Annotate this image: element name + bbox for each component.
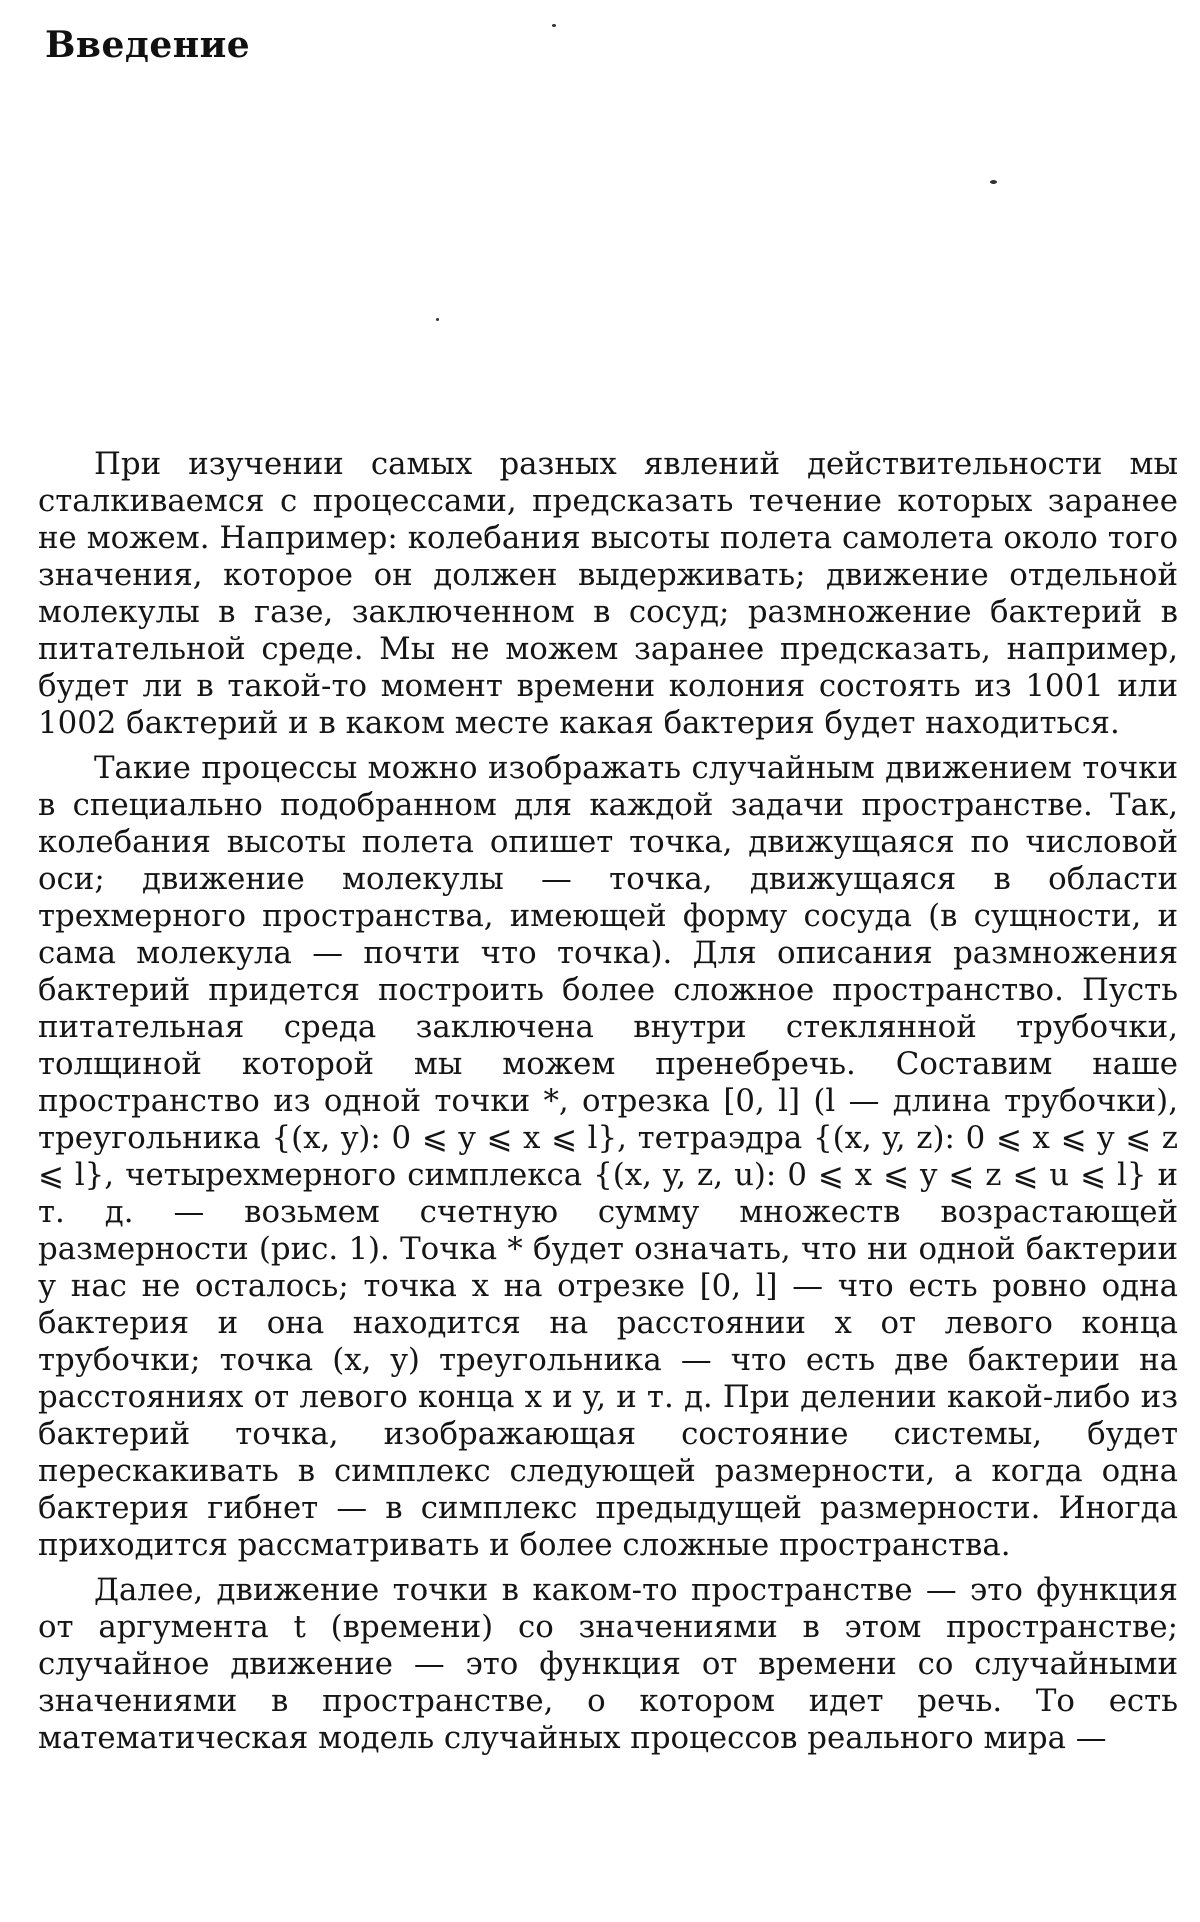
paragraph-3: Далее, движение точки в каком-то пространстве — это функция от аргумента t (времени) со значениями в этом пространстве; случайное движение — это функция от времени со случайными значениями в пространстве, о котором идет речь. То есть математическая модель случайных процессов реального мира — — [38, 1572, 1178, 1756]
print-speck — [990, 180, 997, 184]
paragraph-2: Такие процессы можно изображать случайным движением точки в специально подобранном для каждой задачи пространстве. Так, колебания высоты полета опишет точка, движущаяся по числовой оси; движение молекулы — точка, движущаяся в области трехмерного пространства, имеющей форму сосуда (в сущности, и сама молекула — почти что точка). Для описания размножения бактерий придется построить более сложное пространство. Пусть питательная среда заключена внутри стеклянной трубочки, толщиной которой мы можем пренебречь. Составим наше пространство из одной точки *, отрезка [0, l] (l — длина трубочки), треугольника {(x, y): 0 ⩽ y ⩽ x ⩽ l}, тетраэдра {(x, y, z): 0 ⩽ x ⩽ y ⩽ z ⩽ l}, четырехмерного симплекса {(x, y, z, u): 0 ⩽ x ⩽ y ⩽ z ⩽ u ⩽ l} и т. д. — возьмем счетную сумму множеств возрастающей размерности (рис. 1). Точка * будет означать, что ни одной бактерии у нас не осталось; точка x на отрезке [0, l] — что есть ровно одна бактерия и она находится на расстоянии x от левого конца трубочки; точка (x, y) треугольника — что есть две бактерии на расстояниях от левого конца x и y, и т. д. При делении какой-либо из бактерий точка, изображающая состояние системы, будет перескакивать в симплекс следующей размерности, а когда одна бактерия гибнет — в симплекс предыдущей размерности. Иногда приходится рассматривать и более сложные пространства. — [38, 750, 1178, 1563]
chapter-heading: Введение — [45, 24, 251, 66]
print-speck — [552, 24, 556, 27]
print-speck — [436, 318, 439, 321]
paragraph-1: При изучении самых разных явлений действительности мы сталкиваемся с процессами, предсказать течение которых заранее не можем. Например: колебания высоты полета самолета около того значения, которое он должен выдерживать; движение отдельной молекулы в газе, заключенном в сосуд; размножение бактерий в питательной среде. Мы не можем заранее предсказать, например, будет ли в такой-то момент времени колония состоять из 1001 или 1002 бактерий и в каком месте какая бактерия будет находиться. — [38, 446, 1178, 741]
body-text — [38, 446, 1178, 1765]
